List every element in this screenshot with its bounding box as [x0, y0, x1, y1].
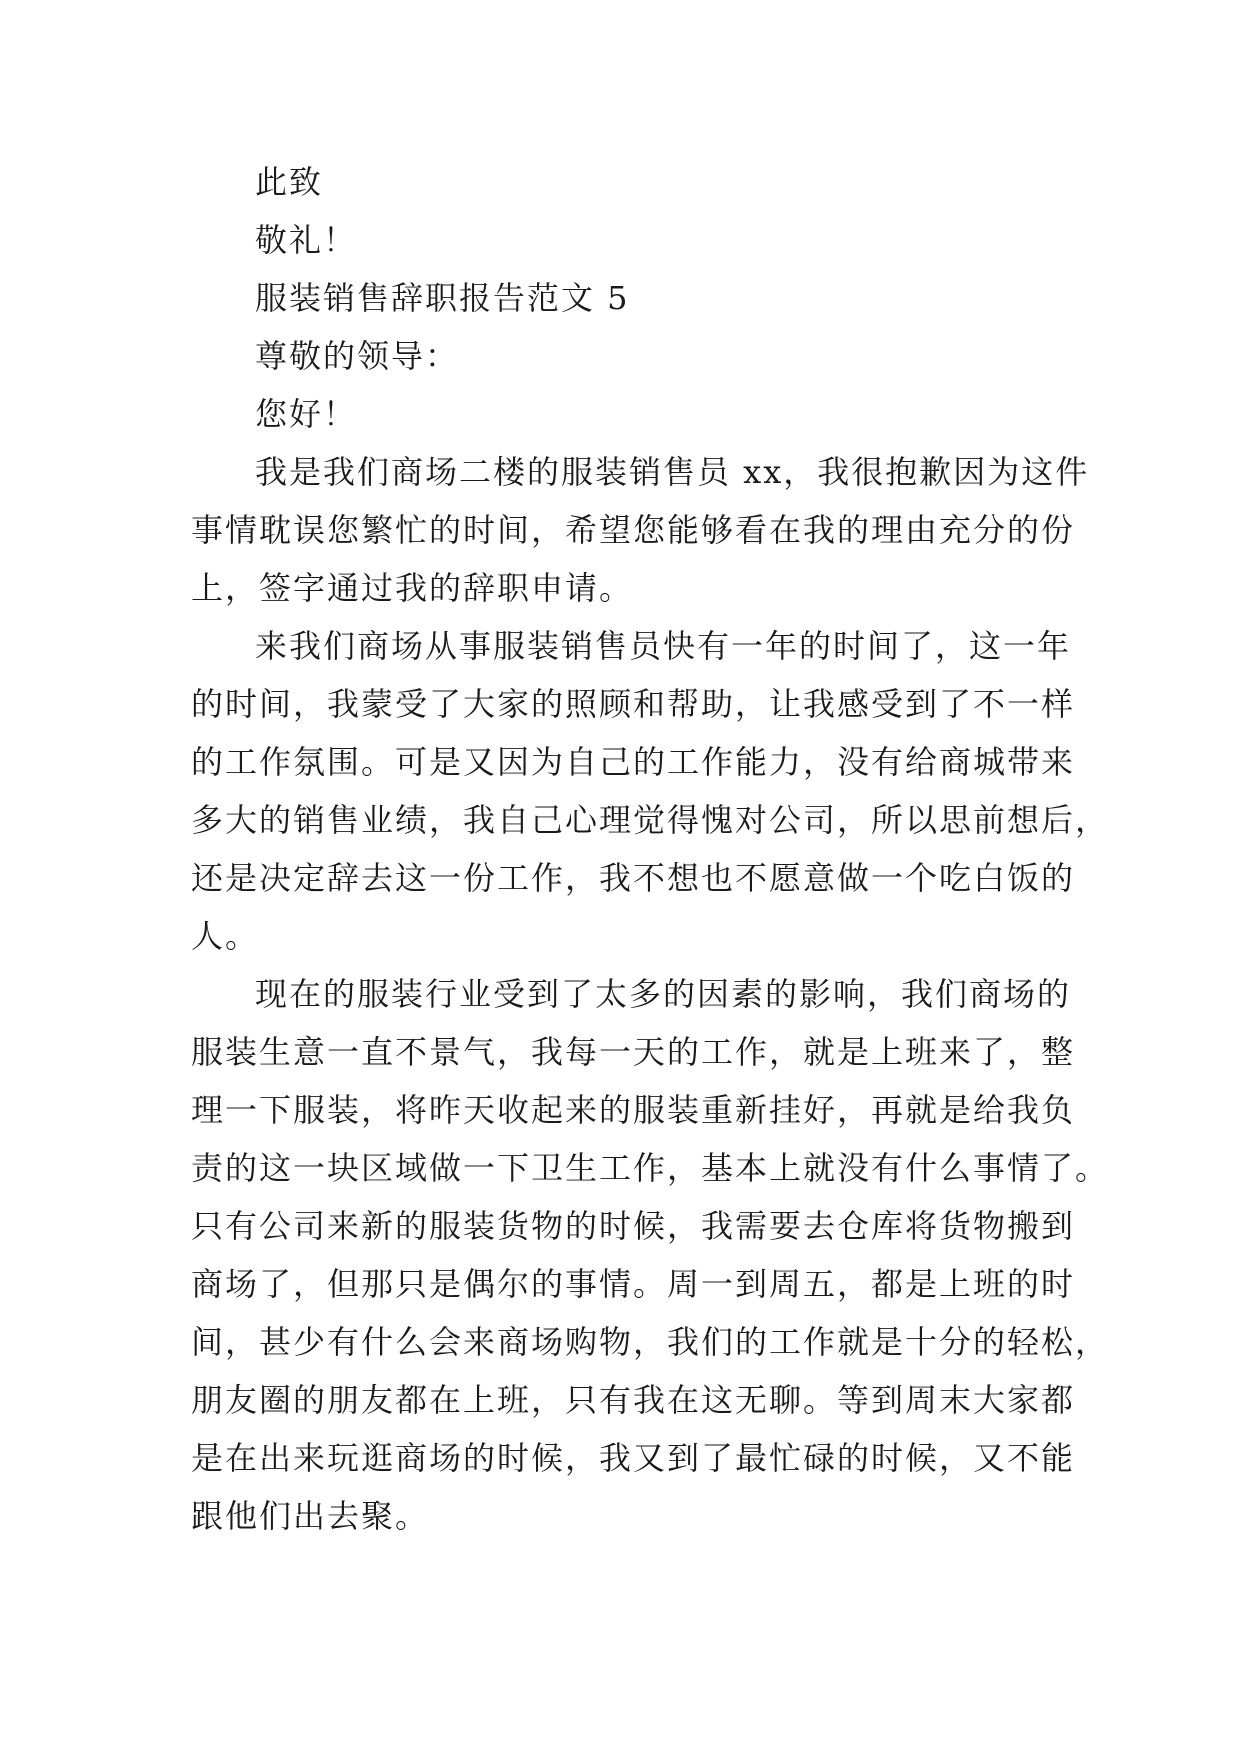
paragraph-line: 是在出来玩逛商场的时候，我又到了最忙碌的时候，又不能 [191, 1439, 1076, 1477]
paragraph-line: 我是我们商场二楼的服装销售员 xx，我很抱歉因为这件 [255, 453, 1090, 491]
paragraph-1 [191, 449, 1090, 611]
paragraph-line: 责的这一块区域做一下卫生工作，基本上就没有什么事情了。 [191, 1149, 1110, 1187]
greeting-to-text: 尊敬的领导： [255, 337, 460, 375]
paragraph-line: 商场了，但那只是偶尔的事情。周一到周五，都是上班的时 [191, 1265, 1076, 1303]
paragraph-3 [191, 971, 1110, 1539]
paragraph-line: 还是决定辞去这一份工作，我不想也不愿意做一个吃白饭的 [191, 859, 1076, 897]
paragraph-line: 多大的销售业绩，我自己心理觉得愧对公司，所以思前想后， [191, 801, 1110, 839]
paragraph-line: 间，甚少有什么会来商场购物，我们的工作就是十分的轻松， [191, 1323, 1110, 1361]
paragraph-line: 事情耽误您繁忙的时间，希望您能够看在我的理由充分的份 [191, 511, 1076, 549]
salutation-end-text: 敬礼！ [255, 221, 358, 259]
paragraph-line: 只有公司来新的服装货物的时候，我需要去仓库将货物搬到 [191, 1207, 1076, 1245]
closing-text: 此致 [255, 163, 324, 201]
paragraph-line: 上，签字通过我的辞职申请。 [191, 569, 634, 607]
paragraph-line: 朋友圈的朋友都在上班，只有我在这无聊。等到周末大家都 [191, 1381, 1076, 1419]
paragraph-line: 的工作氛围。可是又因为自己的工作能力，没有给商城带来 [191, 743, 1076, 781]
paragraph-line: 人。 [191, 917, 260, 955]
paragraph-2 [191, 623, 1110, 959]
section-title: 服装销售辞职报告范文 5 [255, 279, 630, 317]
paragraph-line: 理一下服装，将昨天收起来的服装重新挂好，再就是给我负 [191, 1091, 1076, 1129]
letter-body [191, 159, 1110, 1551]
paragraph-line: 服装生意一直不景气，我每一天的工作，就是上班来了，整 [191, 1033, 1076, 1071]
paragraph-line: 现在的服装行业受到了太多的因素的影响，我们商场的 [255, 975, 1072, 1013]
greeting-text: 您好！ [255, 395, 358, 433]
paragraph-line: 来我们商场从事服装销售员快有一年的时间了，这一年 [255, 627, 1072, 665]
paragraph-line: 的时间，我蒙受了大家的照顾和帮助，让我感受到了不一样 [191, 685, 1076, 723]
paragraph-line: 跟他们出去聚。 [191, 1497, 430, 1535]
